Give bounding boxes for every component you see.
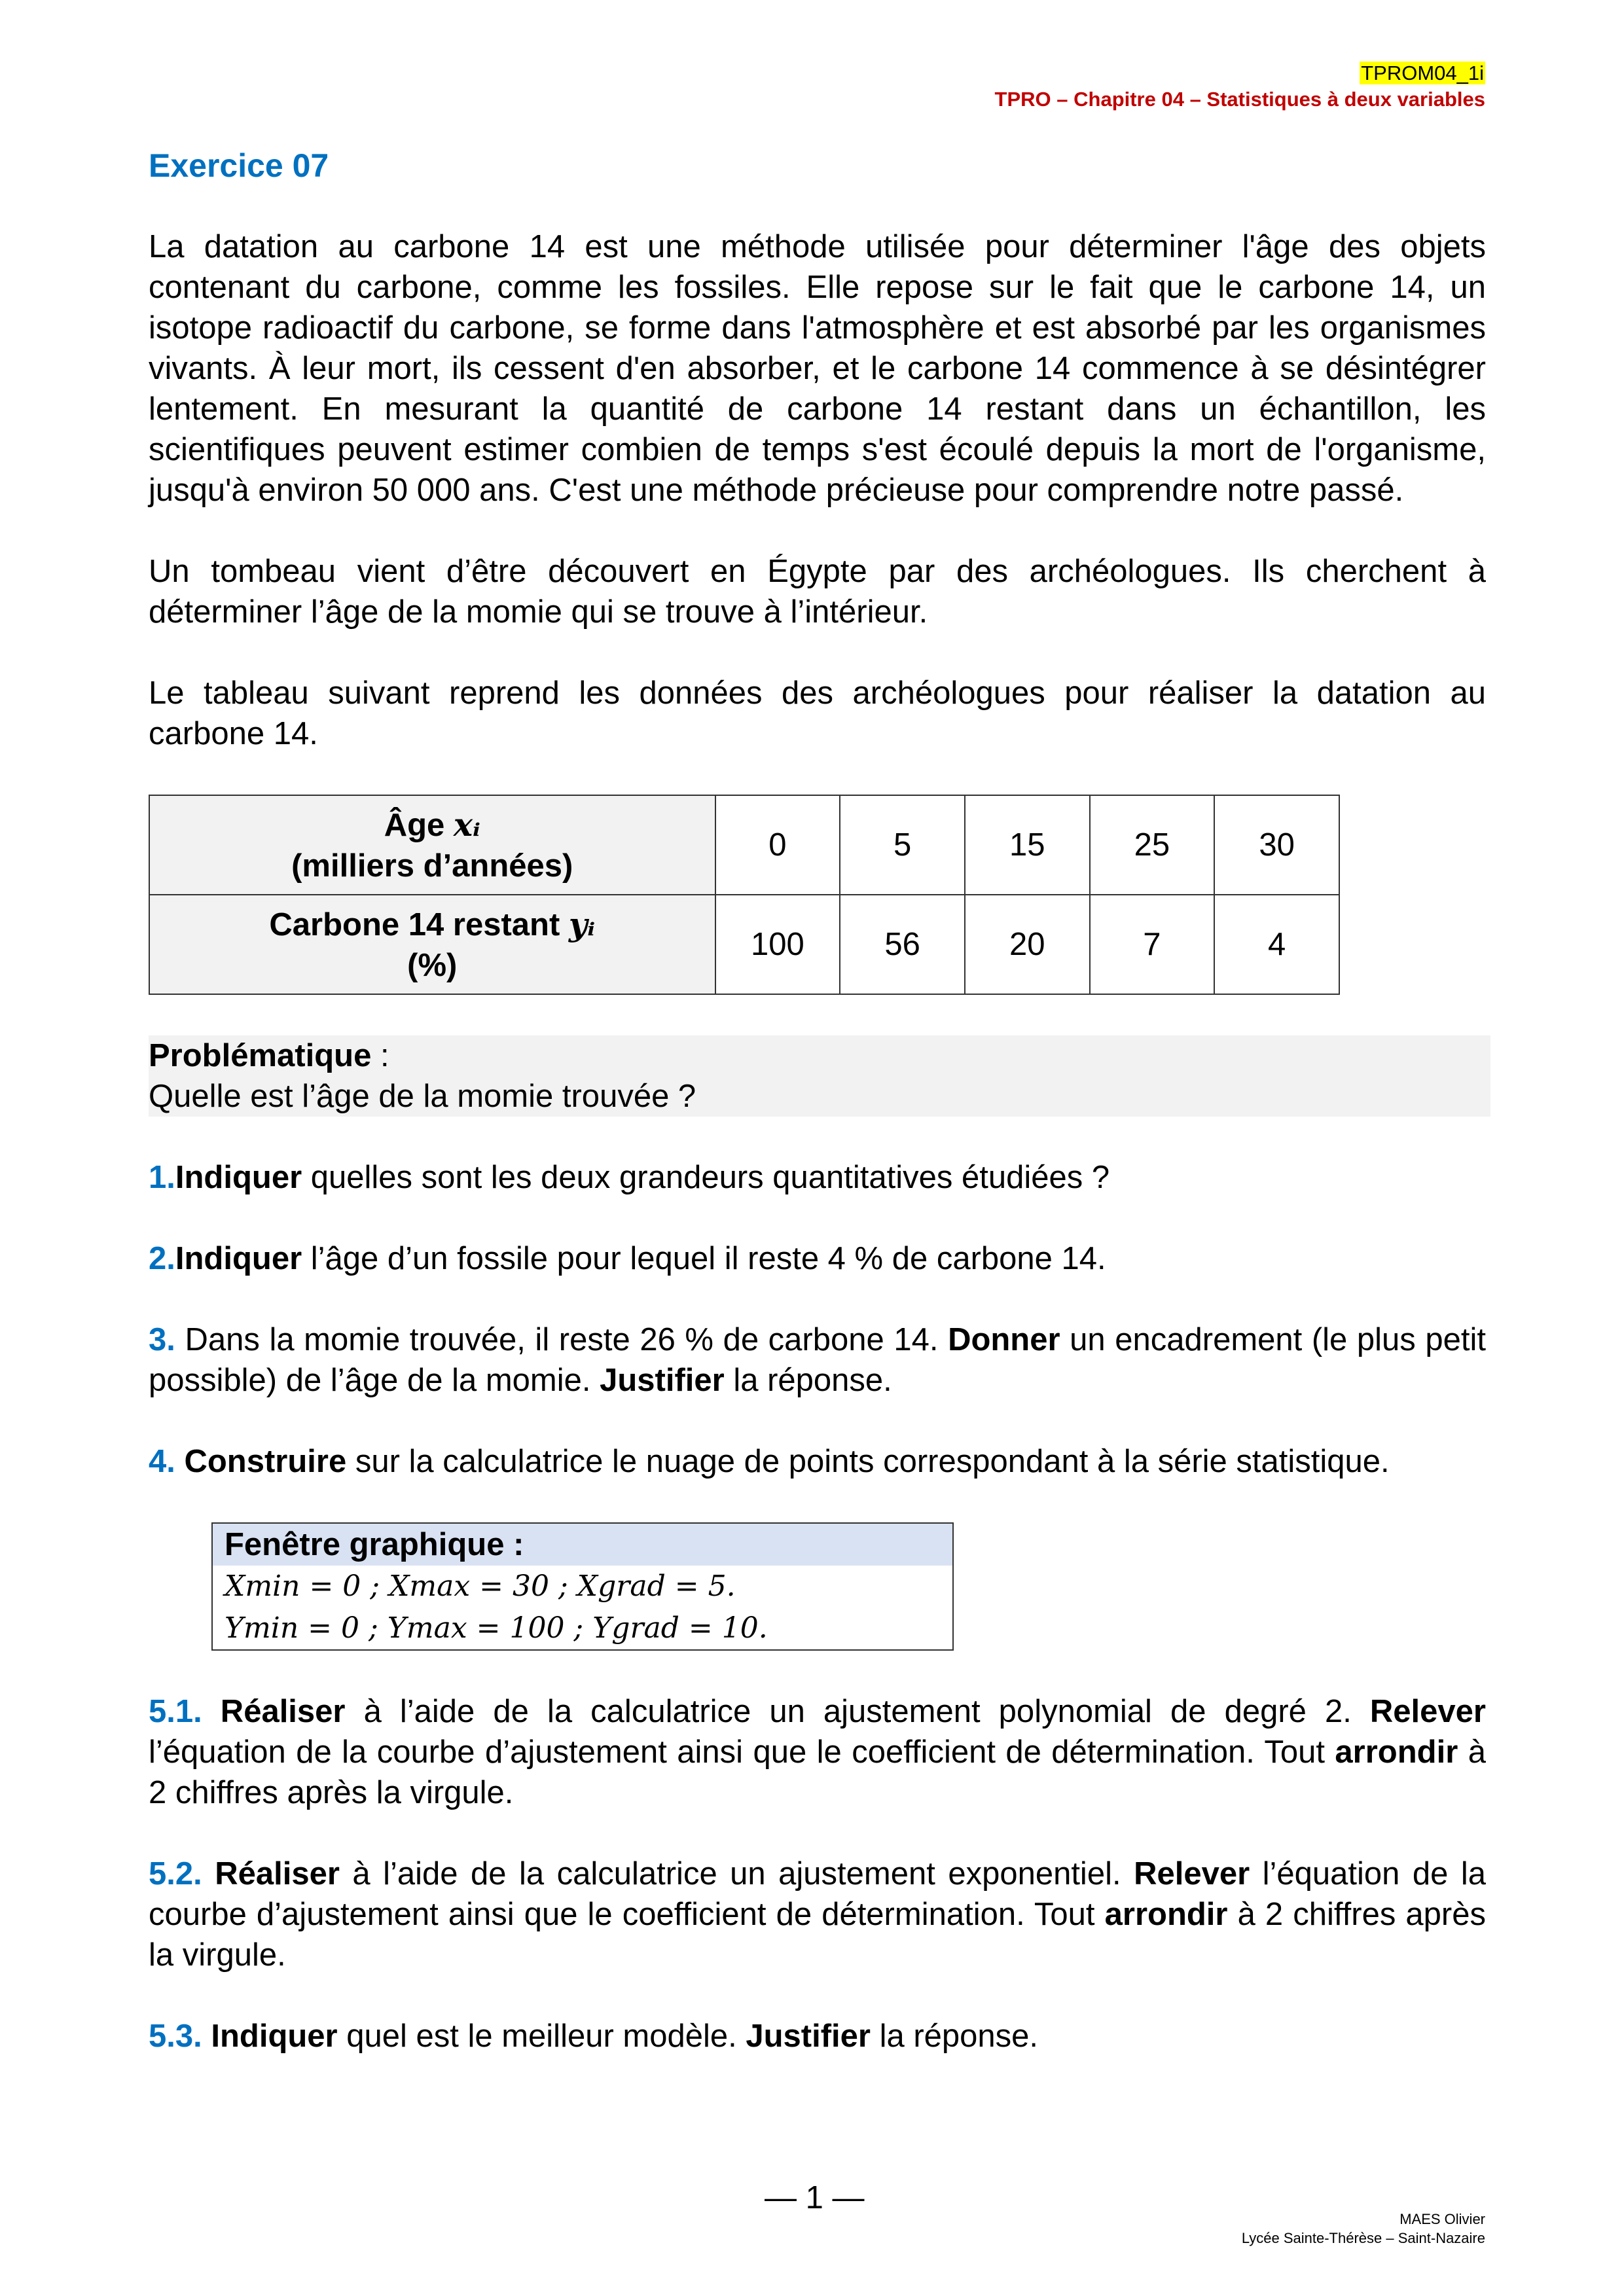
question-3 <box>149 1319 1486 1401</box>
question-text: la réponse. <box>870 2018 1039 2054</box>
page-number: — 1 — <box>765 2180 865 2215</box>
question-number: 1. <box>149 1160 175 1195</box>
instruction-verb: Donner <box>948 1322 1060 1357</box>
graph-window-x-settings: Xmin = 0 ; Xmax = 30 ; Xgrad = 5. <box>225 1570 736 1603</box>
questions-5-list <box>149 1651 1486 2056</box>
author-name: MAES Olivier <box>1399 2211 1485 2227</box>
intro-paragraph-1: La datation au carbone 14 est une méthode utilisée pour déterminer l'âge des objets contenant du carbone, comme les fossiles. Elle repose sur le fait que le carbone 14, un isotope radioactif du carbone, se forme dans l'atmosphère et est absorbé par les organismes vivants. À leur mort, ils cessent d'en absorber, et le carbone 14 commence à se désintégrer lentement. En mesurant la quantité de carbone 14 restant dans un échantillon, les scientifiques peuvent estimer combien de temps s'est écoulé depuis la mort de l'organisme, jusqu'à environ 50 000 ans. C'est une méthode précieuse pour comprendre notre passé. <box>149 229 1486 508</box>
table-cell: 5 <box>840 795 965 895</box>
school-name: Lycée Sainte-Thérèse – Saint-Nazaire <box>1241 2230 1485 2246</box>
question-text: l’âge d’un fossile pour lequel il reste 4 % de carbone 14. <box>302 1241 1106 1276</box>
instruction-verb: Indiquer <box>202 2018 338 2054</box>
instruction-verb: Indiquer <box>175 1241 302 1276</box>
page-footer <box>1242 2210 1485 2248</box>
question-4 <box>149 1441 1486 1482</box>
question-number: 5.2. <box>149 1856 202 1892</box>
table-row-age <box>149 795 1339 895</box>
question-text: la réponse. <box>724 1363 892 1398</box>
page-header <box>995 60 1485 113</box>
table-cell: 4 <box>1214 895 1339 994</box>
document-code: TPROM04_1i <box>1361 62 1484 84</box>
question-text: l’équation de la courbe d’ajustement ainsi que le coefficient de détermination. Tout <box>149 1856 1486 1932</box>
question-5-2 <box>149 1854 1486 1975</box>
question-number: 4. <box>149 1444 175 1479</box>
exercise-content <box>149 145 1486 2056</box>
question-number: 5.1. <box>149 1694 202 1729</box>
table-cell: 20 <box>965 895 1090 994</box>
row-header-carbon: Carbone 14 restant yᵢ (%) <box>149 895 715 994</box>
instruction-verb: Relever <box>1134 1856 1250 1892</box>
instruction-verb: arrondir <box>1104 1897 1228 1932</box>
question-5-3 <box>149 2016 1486 2056</box>
instruction-verb: Réaliser <box>202 1856 340 1892</box>
table-cell: 25 <box>1090 795 1215 895</box>
question-2 <box>149 1238 1486 1279</box>
problematique-box: Problématique : Quelle est l’âge de la momie trouvée ? <box>149 1035 1490 1117</box>
table-cell: 56 <box>840 895 965 994</box>
instruction-verb: Réaliser <box>202 1694 346 1729</box>
row-header-age: Âge xᵢ (milliers d’années) <box>149 795 715 895</box>
question-number: 2. <box>149 1241 175 1276</box>
question-5-1 <box>149 1691 1486 1813</box>
question-number: 3. <box>149 1322 175 1357</box>
instruction-verb: Justifier <box>746 2018 871 2054</box>
question-text: à l’aide de la calculatrice un ajustement exponentiel. <box>339 1856 1134 1892</box>
table-cell: 100 <box>715 895 840 994</box>
question-text: Dans la momie trouvée, il reste 26 % de carbone 14. <box>175 1322 948 1357</box>
question-text: à 2 chiffres après la virgule. <box>149 1734 1486 1810</box>
table-row-carbon <box>149 895 1339 994</box>
question-text: quel est le meilleur modèle. <box>337 2018 746 2054</box>
question-text: sur la calculatrice le nuage de points correspondant à la série statistique. <box>346 1444 1390 1479</box>
question-1 <box>149 1157 1486 1198</box>
question-text: à l’aide de la calculatrice un ajustement polynomial de degré 2. <box>345 1694 1370 1729</box>
chapter-title: TPRO – Chapitre 04 – Statistiques à deux variables <box>994 88 1485 111</box>
intro-paragraph-3: Le tableau suivant reprend les données des archéologues pour réaliser la datation au carbone 14. <box>149 675 1486 751</box>
graph-window-y-settings: Ymin = 0 ; Ymax = 100 ; Ygrad = 10. <box>225 1611 768 1645</box>
question-text: l’équation de la courbe d’ajustement ainsi que le coefficient de détermination. Tout <box>149 1734 1335 1770</box>
intro-paragraph-2: Un tombeau vient d’être découvert en Égypte par des archéologues. Ils cherchent à déterminer l’âge de la momie qui se trouve à l’intérieur. <box>149 554 1486 630</box>
instruction-verb: Indiquer <box>175 1160 302 1195</box>
question-text: un encadrement (le plus petit possible) de l’âge de la momie. <box>149 1322 1486 1398</box>
problematique-question: Quelle est l’âge de la momie trouvée ? <box>149 1079 696 1114</box>
data-table <box>149 795 1340 995</box>
graph-window-title: Fenêtre graphique : <box>213 1524 952 1566</box>
instruction-verb: Relever <box>1369 1694 1486 1729</box>
table-cell: 7 <box>1090 895 1215 994</box>
question-text: quelles sont les deux grandeurs quantitatives étudiées ? <box>302 1160 1110 1195</box>
instruction-verb: Construire <box>175 1444 347 1479</box>
table-cell: 0 <box>715 795 840 895</box>
instruction-verb: Justifier <box>600 1363 725 1398</box>
exercise-title: Exercice 07 <box>149 147 329 184</box>
problematique-label: Problématique <box>149 1038 372 1073</box>
question-text: à 2 chiffres après la virgule. <box>149 1897 1486 1973</box>
questions-list <box>149 1117 1486 1482</box>
table-cell: 30 <box>1214 795 1339 895</box>
table-cell: 15 <box>965 795 1090 895</box>
question-number: 5.3. <box>149 2018 202 2054</box>
instruction-verb: arrondir <box>1335 1734 1458 1770</box>
graph-window-box <box>211 1522 954 1651</box>
